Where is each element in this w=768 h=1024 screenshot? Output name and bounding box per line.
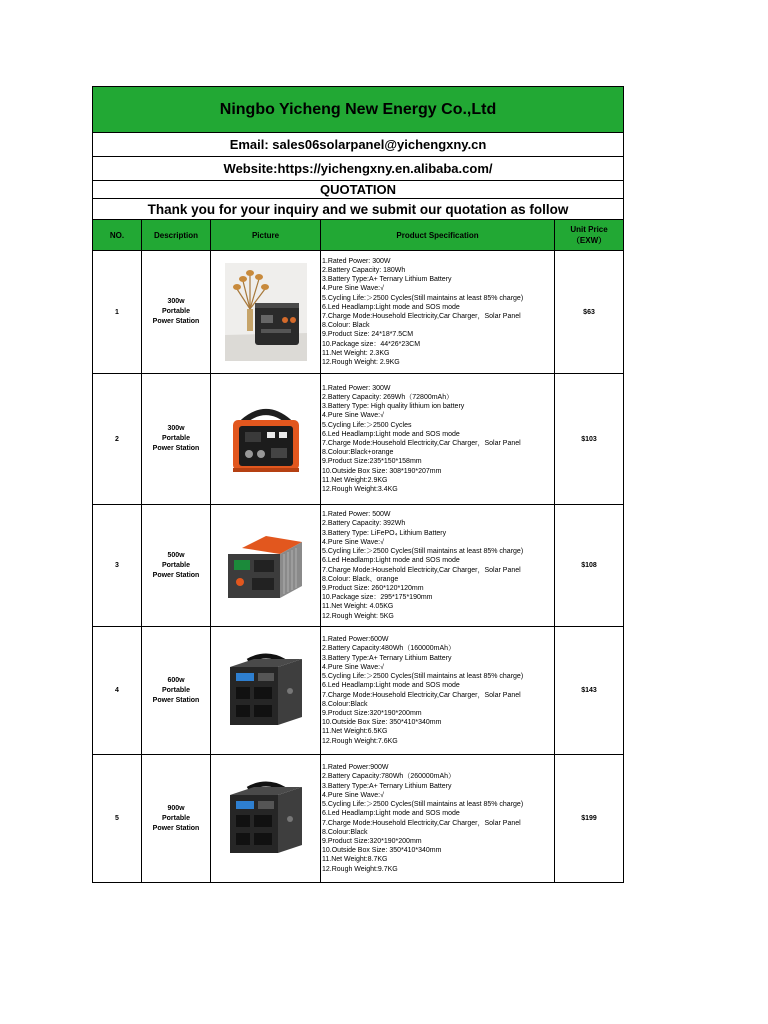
product-description-line: Portable (161, 435, 190, 442)
spec-line: 2.Battery Capacity:480Wh（160000mAh） (322, 645, 456, 653)
power-station-photo-icon (211, 530, 320, 602)
spec-line: 6.Led Headlamp:Light mode and SOS mode (322, 810, 460, 818)
header-picture: Picture (211, 220, 321, 251)
product-description-line: Portable (161, 308, 190, 315)
spec-line: 12.Rough Weight: 2.9KG (322, 359, 400, 367)
header-price (555, 220, 624, 251)
spec-line: 1.Rated Power: 500W (322, 511, 391, 519)
product-description (142, 374, 211, 505)
product-picture-cell (211, 505, 321, 627)
email-line: Email: sales06solarpanel@yichengxny.cn (93, 133, 624, 157)
product-description-line: 900w (167, 804, 185, 812)
spec-line: 3.Battery Type:A+ Ternary Lithium Battery (322, 276, 452, 284)
spec-line: 7.Charge Mode:Household Electricity,Car Charger，Solar Panel (322, 313, 521, 320)
spec-line: 10.Package size：44*26*23CM (322, 340, 421, 348)
spec-line: 6.Led Headlamp:Light mode and SOS mode (322, 303, 460, 311)
product-description-line: Power Station (152, 318, 200, 325)
spec-line: 1.Rated Power:900W (322, 764, 389, 772)
product-description-line: Portable (161, 561, 190, 569)
spec-line: 2.Battery Capacity: 180Wh (322, 266, 406, 274)
power-station-photo-icon (211, 263, 320, 361)
spec-line: 2.Battery Capacity:780Wh（260000mAh） (322, 773, 456, 781)
intro-line: Thank you for your inquiry and we submit our quotation as follow (93, 199, 624, 220)
spec-line: 5.Cycling Life:＞2500 Cycles(Still maintains at least 85% charge) (322, 673, 524, 681)
product-picture-cell (211, 627, 321, 755)
product-description-line: 500w (167, 551, 185, 559)
unit-price: $108 (555, 505, 624, 627)
product-spec (321, 374, 555, 505)
header-spec: Product Specification (321, 220, 555, 251)
product-spec (321, 505, 555, 627)
spec-line: 5.Cycling Life:＞2500 Cycles(Still maintains at least 85% charge) (322, 294, 524, 302)
column-header-row (93, 220, 624, 251)
product-picture-cell (211, 251, 321, 374)
spec-line: 11.Net Weight:8.7KG (322, 856, 388, 864)
spec-line: 11.Net Weight:2.9KG (322, 476, 388, 484)
product-description (142, 627, 211, 755)
spec-line: 9.Product Size: 24*18*7.5CM (322, 331, 414, 339)
product-row (93, 505, 624, 627)
spec-line: 9.Product Size:320*190*200mm (322, 837, 422, 845)
power-station-photo-icon (211, 779, 320, 859)
spec-line: 10.Outside Box Size: 308*190*207mm (322, 467, 442, 475)
spec-line: 4.Pure Sine Wave:√ (322, 412, 384, 420)
spec-line: 7.Charge Mode:Household Electricity,Car Charger，Solar Panel (322, 691, 521, 699)
product-picture-cell (211, 374, 321, 505)
spec-line: 7.Charge Mode:Household Electricity,Car Charger，Solar Panel (322, 566, 521, 574)
spec-line: 12.Rough Weight:9.7KG (322, 865, 398, 873)
spec-line: 11.Net Weight: 2.3KG (322, 349, 390, 357)
spec-line: 9.Product Size:235*150*158mm (322, 458, 422, 466)
spec-line: 12.Rough Weight:3.4KG (322, 486, 398, 494)
product-description-line: 600w (167, 676, 185, 684)
product-description-line: Power Station (152, 445, 200, 452)
spec-line: 5.Cycling Life:＞2500 Cycles(Still maintains at least 85% charge) (322, 548, 524, 556)
product-description-line: Portable (161, 686, 190, 694)
power-station-photo-icon (211, 651, 320, 731)
header-no: NO. (93, 220, 142, 251)
product-spec (321, 627, 555, 755)
spec-line: 2.Battery Capacity: 269Wh（72800mAh） (322, 393, 454, 401)
product-description-line: 300w (167, 425, 185, 432)
product-number: 1 (93, 251, 142, 374)
spec-line: 1.Rated Power:600W (322, 636, 389, 644)
spec-line: 2.Battery Capacity: 392Wh (322, 520, 406, 528)
product-description-line: 300w (167, 298, 185, 305)
product-photo-1 (225, 263, 307, 361)
spec-line: 8.Colour:Black (322, 700, 368, 708)
unit-price: $143 (555, 627, 624, 755)
spec-line: 6.Led Headlamp:Light mode and SOS mode (322, 557, 460, 565)
spec-line: 8.Colour: Black (322, 322, 370, 330)
product-number: 4 (93, 627, 142, 755)
product-description (142, 251, 211, 374)
header-price-label: Unit Price (570, 225, 608, 234)
spec-line: 1.Rated Power: 300W (322, 257, 391, 265)
spec-line: 5.Cycling Life:＞2500 Cycles (322, 421, 412, 429)
spec-line: 12.Rough Weight: 5KG (322, 612, 394, 620)
spec-line: 4.Pure Sine Wave:√ (322, 791, 384, 799)
product-number: 3 (93, 505, 142, 627)
company-name: Ningbo Yicheng New Energy Co.,Ltd (93, 87, 624, 133)
product-row (93, 755, 624, 883)
header-price-terms: （EXW） (571, 236, 607, 245)
unit-price: $199 (555, 755, 624, 883)
product-description (142, 505, 211, 627)
spec-line: 10.Outside Box Size: 350*410*340mm (322, 847, 442, 855)
product-rows (93, 251, 624, 883)
website-line: Website:https://yichengxny.en.alibaba.com/ (93, 157, 624, 181)
spec-line: 3.Battery Type: LiFePO₄ Lithium Battery (322, 529, 447, 537)
unit-price: $63 (555, 251, 624, 374)
product-description-line: Power Station (152, 571, 200, 579)
spec-line: 9.Product Size:320*190*200mm (322, 709, 422, 717)
spec-line: 4.Pure Sine Wave:√ (322, 663, 384, 671)
product-number: 5 (93, 755, 142, 883)
product-photo-3 (222, 530, 310, 602)
product-spec (321, 251, 555, 374)
spec-line: 11.Net Weight: 4.05KG (322, 603, 394, 611)
spec-line: 3.Battery Type:A+ Ternary Lithium Battery (322, 654, 452, 662)
power-station-photo-icon (211, 402, 320, 476)
product-description-line: Portable (161, 814, 190, 822)
product-row (93, 627, 624, 755)
spec-line: 8.Colour:Black (322, 828, 368, 836)
spec-line: 4.Pure Sine Wave:√ (322, 538, 384, 546)
spec-line: 5.Cycling Life:＞2500 Cycles(Still maintains at least 85% charge) (322, 801, 524, 809)
spec-line: 10.Outside Box Size: 350*410*340mm (322, 719, 442, 727)
product-row (93, 251, 624, 374)
quotation-sheet (92, 86, 624, 883)
product-description-line: Power Station (152, 696, 200, 704)
spec-line: 3.Battery Type:A+ Ternary Lithium Battery (322, 782, 452, 790)
product-description (142, 755, 211, 883)
spec-line: 8.Colour:Black+orange (322, 449, 394, 457)
spec-line: 7.Charge Mode:Household Electricity,Car Charger，Solar Panel (322, 440, 521, 447)
product-photo-4 (220, 651, 312, 731)
spec-line: 6.Led Headlamp:Light mode and SOS mode (322, 430, 460, 438)
spec-line: 9.Product Size: 260*120*120mm (322, 584, 424, 592)
product-spec (321, 755, 555, 883)
product-row (93, 374, 624, 505)
spec-line: 3.Battery Type: High quality lithium ion battery (322, 403, 465, 411)
unit-price: $103 (555, 374, 624, 505)
spec-line: 1.Rated Power: 300W (322, 384, 391, 392)
spec-line: 11.Net Weight:6.5KG (322, 728, 388, 736)
spec-line: 8.Colour: Black、orange (322, 575, 399, 583)
spec-line: 7.Charge Mode:Household Electricity,Car Charger，Solar Panel (322, 819, 521, 827)
header-description: Description (142, 220, 211, 251)
spec-line: 4.Pure Sine Wave:√ (322, 285, 384, 293)
spec-line: 6.Led Headlamp:Light mode and SOS mode (322, 682, 460, 690)
product-photo-2 (221, 402, 311, 476)
product-number: 2 (93, 374, 142, 505)
product-description-line: Power Station (152, 824, 200, 832)
product-photo-5 (220, 779, 312, 859)
spec-line: 12.Rough Weight:7.6KG (322, 737, 398, 745)
spec-line: 10.Package size：295*175*190mm (322, 594, 433, 602)
product-picture-cell (211, 755, 321, 883)
document-title: QUOTATION (93, 181, 624, 199)
